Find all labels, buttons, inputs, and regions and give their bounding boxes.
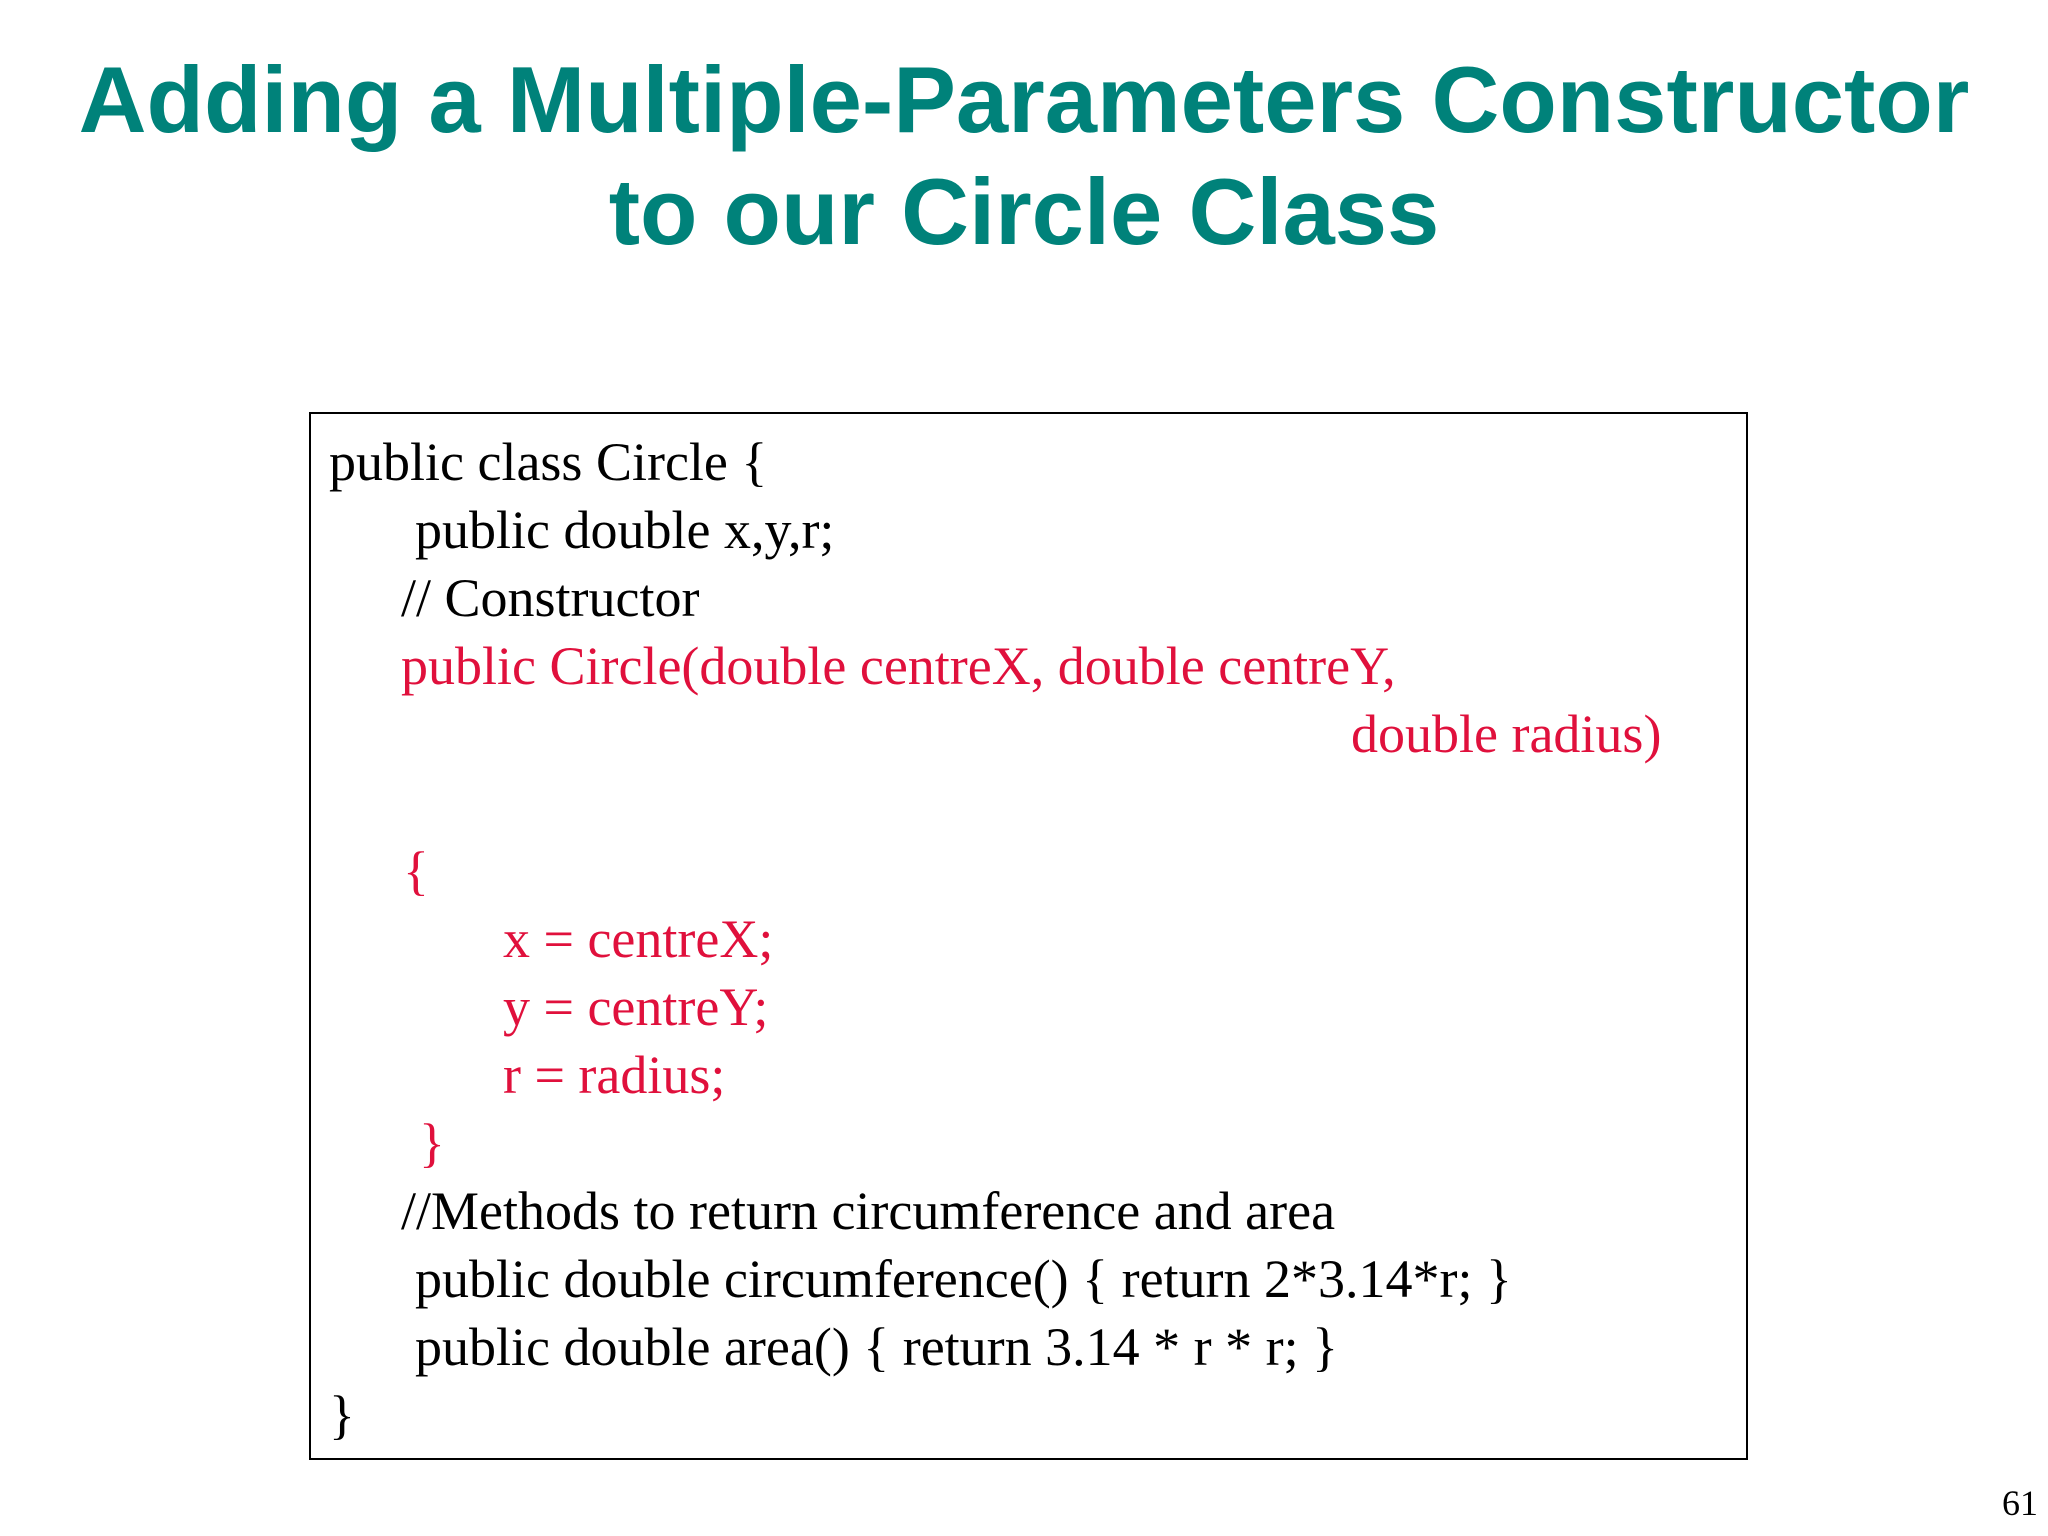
code-line-assign-r: r = radius; — [503, 1045, 726, 1105]
code-line-constructor-comment: // Constructor — [401, 568, 700, 628]
code-line-class-close-brace: } — [329, 1385, 355, 1445]
code-line-assign-y: y = centreY; — [503, 977, 769, 1037]
code-line-circumference-method: public double circumference() { return 2*3.14*r; } — [415, 1249, 1512, 1309]
code-line-assign-x: x = centreX; — [503, 909, 774, 969]
code-line-open-brace: { — [403, 841, 429, 901]
slide-title — [0, 44, 2048, 268]
code-line-constructor-signature: public Circle(double centreX, double centreY, — [401, 636, 1396, 696]
slide-title-line-2: to our Circle Class — [608, 159, 1440, 264]
code-line-close-brace: } — [419, 1113, 445, 1173]
code-box — [309, 412, 1748, 1460]
code-line-methods-comment: //Methods to return circumference and area — [401, 1181, 1336, 1241]
code-line-fields: public double x,y,r; — [415, 500, 835, 560]
page-number: 61 — [2002, 1483, 2038, 1523]
code-line-area-method: public double area() { return 3.14 * r * r; } — [415, 1317, 1339, 1377]
code-line-constructor-signature-continued: double radius) — [1351, 704, 1662, 764]
code-line-class-declaration: public class Circle { — [329, 432, 768, 492]
slide-title-line-1: Adding a Multiple-Parameters Constructor — [78, 47, 1970, 152]
